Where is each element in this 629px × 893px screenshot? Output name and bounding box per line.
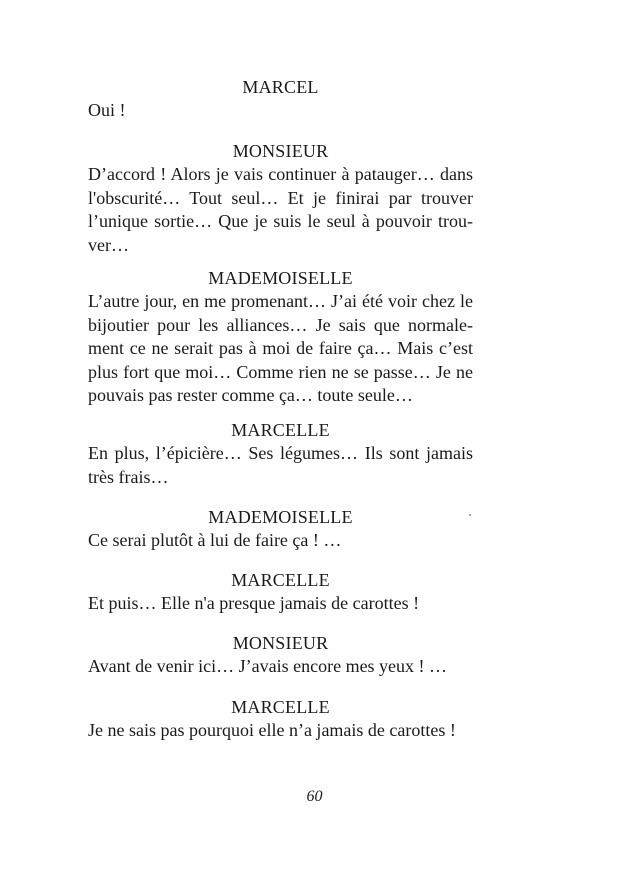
exchange-block: [88, 695, 473, 743]
dialogue-line: l’unique sortie… Que je suis le seul à pouvoir trou-: [88, 211, 473, 231]
speaker-name: MONSIEUR: [232, 141, 329, 161]
dialogue-line: Avant de venir ici… J’avais encore mes yeux ! …: [88, 656, 448, 676]
exchange-block: [88, 568, 473, 616]
dialogue-line: plus fort que moi… Comme rien ne se passe… Je ne: [88, 361, 473, 382]
dialogue-line: ment ce ne serait pas à moi de faire ça… Mais c’est: [88, 338, 473, 358]
dialogue-line: ver…: [88, 234, 129, 255]
dialogue-line: En plus, l’épicière… Ses légumes… Ils sont jamais: [88, 443, 473, 463]
exchange-block: [88, 266, 473, 408]
speaker-name: MONSIEUR: [232, 633, 329, 653]
speaker-name: MADEMOISELLE: [208, 507, 353, 527]
exchange-block: [88, 139, 473, 257]
dialogue-line: D’accord ! Alors je vais continuer à patauger… dans: [88, 164, 473, 184]
dialogue-line: L’autre jour, en me promenant… J’ai été voir chez le: [88, 291, 473, 311]
exchange-block: [88, 75, 473, 123]
dialogue-line: Ce serai plutôt à lui de faire ça ! …: [88, 530, 342, 550]
speaker-name: MARCELLE: [231, 697, 330, 717]
dialogue-line: Et puis… Elle n'a presque jamais de carottes !: [88, 593, 420, 613]
exchange-block: [88, 505, 473, 553]
speaker-name: MARCELLE: [231, 570, 330, 590]
page-number: 60: [306, 788, 323, 805]
dialogue-line: Je ne sais pas pourquoi elle n’a jamais de carottes !: [88, 720, 456, 740]
scan-speck: [469, 514, 471, 516]
dialogue-line: pouvais pas rester comme ça… toute seule…: [88, 385, 413, 405]
exchange-block: [88, 418, 473, 489]
dialogue-line: Oui !: [88, 100, 126, 120]
exchange-block: [88, 631, 473, 679]
dialogue-line: bijoutier pour les alliances… Je sais que normale-: [88, 314, 473, 335]
dialogue-line: très frais…: [88, 466, 169, 487]
speaker-name: MARCEL: [242, 77, 319, 97]
speaker-name: MARCELLE: [231, 420, 330, 440]
dialogue-line: l'obscurité… Tout seul… Et je finirai par trouver: [88, 187, 473, 208]
speaker-name: MADEMOISELLE: [208, 268, 353, 288]
